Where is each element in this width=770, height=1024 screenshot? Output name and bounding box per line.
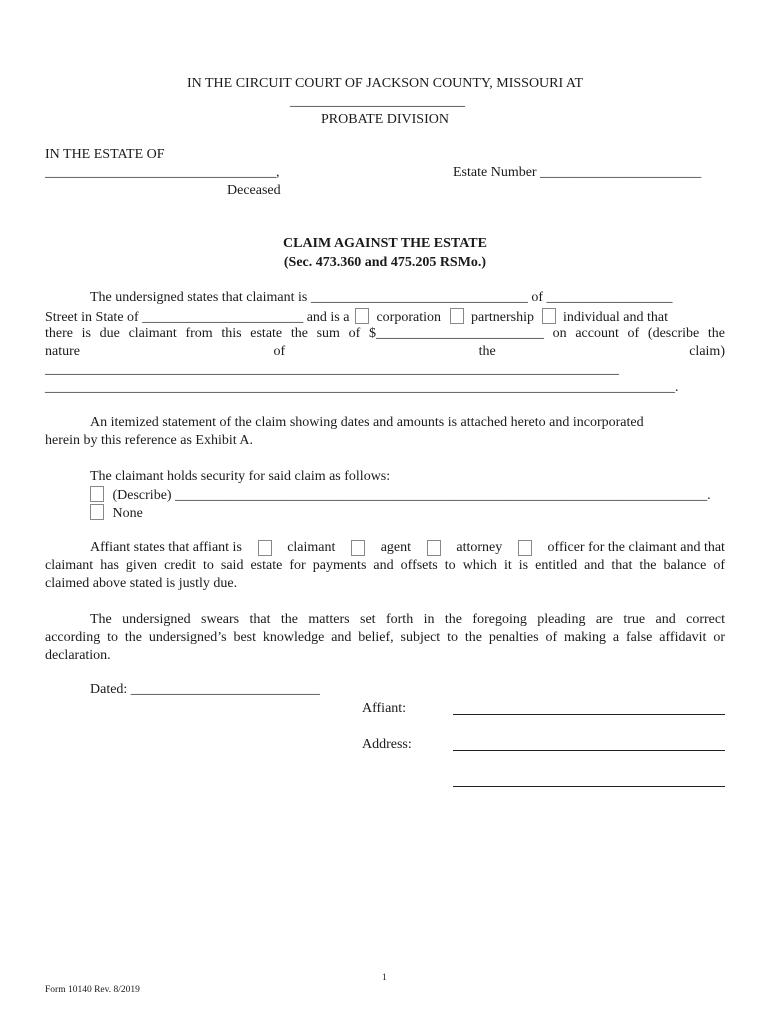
estate-number-field[interactable]: Estate Number _______________________ bbox=[453, 165, 702, 180]
corporation-label: corporation bbox=[376, 310, 441, 325]
street-state-text[interactable]: Street in State of _______________________ and is a bbox=[45, 310, 350, 325]
affiant-role-line bbox=[90, 540, 725, 556]
nature-line bbox=[45, 344, 725, 360]
partnership-checkbox[interactable] bbox=[450, 308, 464, 324]
sum-due-line[interactable]: there is due claimant from this estate the sum of $________________________ on account of (describe the bbox=[45, 326, 725, 341]
dated-field[interactable]: Dated: ___________________________ bbox=[90, 682, 320, 697]
affiant-balance-line: claimed above stated is justly due. bbox=[45, 576, 238, 591]
none-checkbox[interactable] bbox=[90, 504, 104, 520]
itemized-statement-line-2: herein by this reference as Exhibit A. bbox=[45, 433, 253, 448]
individual-checkbox[interactable] bbox=[542, 308, 556, 324]
nature-word: nature bbox=[45, 344, 80, 359]
address-line-1[interactable] bbox=[453, 750, 725, 751]
corporation-checkbox[interactable] bbox=[355, 308, 369, 324]
page-number: 1 bbox=[382, 973, 387, 983]
describe-field[interactable]: (Describe) ____________________________________________________________________________. bbox=[112, 488, 711, 503]
itemized-statement-line-1: An itemized statement of the claim showing dates and amounts is attached hereto and incorporated bbox=[90, 415, 644, 430]
claim-description-line-2[interactable]: __________________________________________________________________________________________. bbox=[45, 380, 679, 395]
document-title: CLAIM AGAINST THE ESTATE bbox=[283, 236, 487, 251]
officer-checkbox[interactable] bbox=[518, 540, 532, 556]
affiant-label: Affiant: bbox=[362, 701, 407, 716]
address-label: Address: bbox=[362, 737, 412, 752]
affiant-signature-line[interactable] bbox=[453, 714, 725, 715]
describe-checkbox[interactable] bbox=[90, 486, 104, 502]
statute-reference: (Sec. 473.360 and 475.205 RSMo.) bbox=[283, 255, 487, 270]
none-label: None bbox=[112, 506, 143, 521]
claim-description-line-1[interactable]: __________________________________________________________________________________ bbox=[45, 362, 619, 377]
division-heading: PROBATE DIVISION bbox=[321, 112, 449, 127]
state-and-entity-line bbox=[45, 308, 725, 326]
security-intro: The claimant holds security for said claim as follows: bbox=[90, 469, 391, 484]
address-line-2[interactable] bbox=[453, 786, 725, 787]
partnership-label: partnership bbox=[471, 310, 534, 325]
claim-word: claim) bbox=[689, 344, 725, 359]
affiant-credit-line: claimant has given credit to said estate for payments and offsets to which it is entitled and that the balance of bbox=[45, 558, 725, 573]
affiant-states-text: Affiant states that affiant is bbox=[90, 540, 242, 555]
in-estate-of-label: IN THE ESTATE OF bbox=[45, 147, 165, 162]
attorney-label: attorney bbox=[456, 540, 503, 555]
court-heading: IN THE CIRCUIT COURT OF JACKSON COUNTY, MISSOURI AT bbox=[186, 76, 583, 91]
swear-line-2: according to the undersigned’s best knowledge and belief, subject to the penalties of making a false affidavit or bbox=[45, 630, 725, 645]
of-word: of bbox=[273, 344, 286, 359]
security-none-row bbox=[90, 504, 143, 522]
officer-label: officer for the claimant and that bbox=[547, 540, 725, 555]
agent-checkbox[interactable] bbox=[351, 540, 365, 556]
security-describe-row bbox=[90, 486, 711, 504]
claimant-label: claimant bbox=[287, 540, 336, 555]
swear-line-1: The undersigned swears that the matters set forth in the foregoing pleading are true and correct bbox=[90, 612, 725, 627]
deceased-label: Deceased bbox=[227, 183, 281, 198]
form-number: Form 10140 Rev. 8/2019 bbox=[45, 985, 140, 995]
decedent-name-blank[interactable]: _________________________________, bbox=[45, 165, 280, 180]
swear-line-3: declaration. bbox=[45, 648, 111, 663]
claimant-line[interactable]: The undersigned states that claimant is _______________________________ of __________________ bbox=[90, 290, 673, 305]
the-word: the bbox=[478, 344, 496, 359]
court-location-blank[interactable]: _________________________ bbox=[290, 94, 465, 109]
agent-label: agent bbox=[380, 540, 412, 555]
claimant-checkbox[interactable] bbox=[258, 540, 272, 556]
attorney-checkbox[interactable] bbox=[427, 540, 441, 556]
individual-label: individual and that bbox=[562, 310, 668, 325]
